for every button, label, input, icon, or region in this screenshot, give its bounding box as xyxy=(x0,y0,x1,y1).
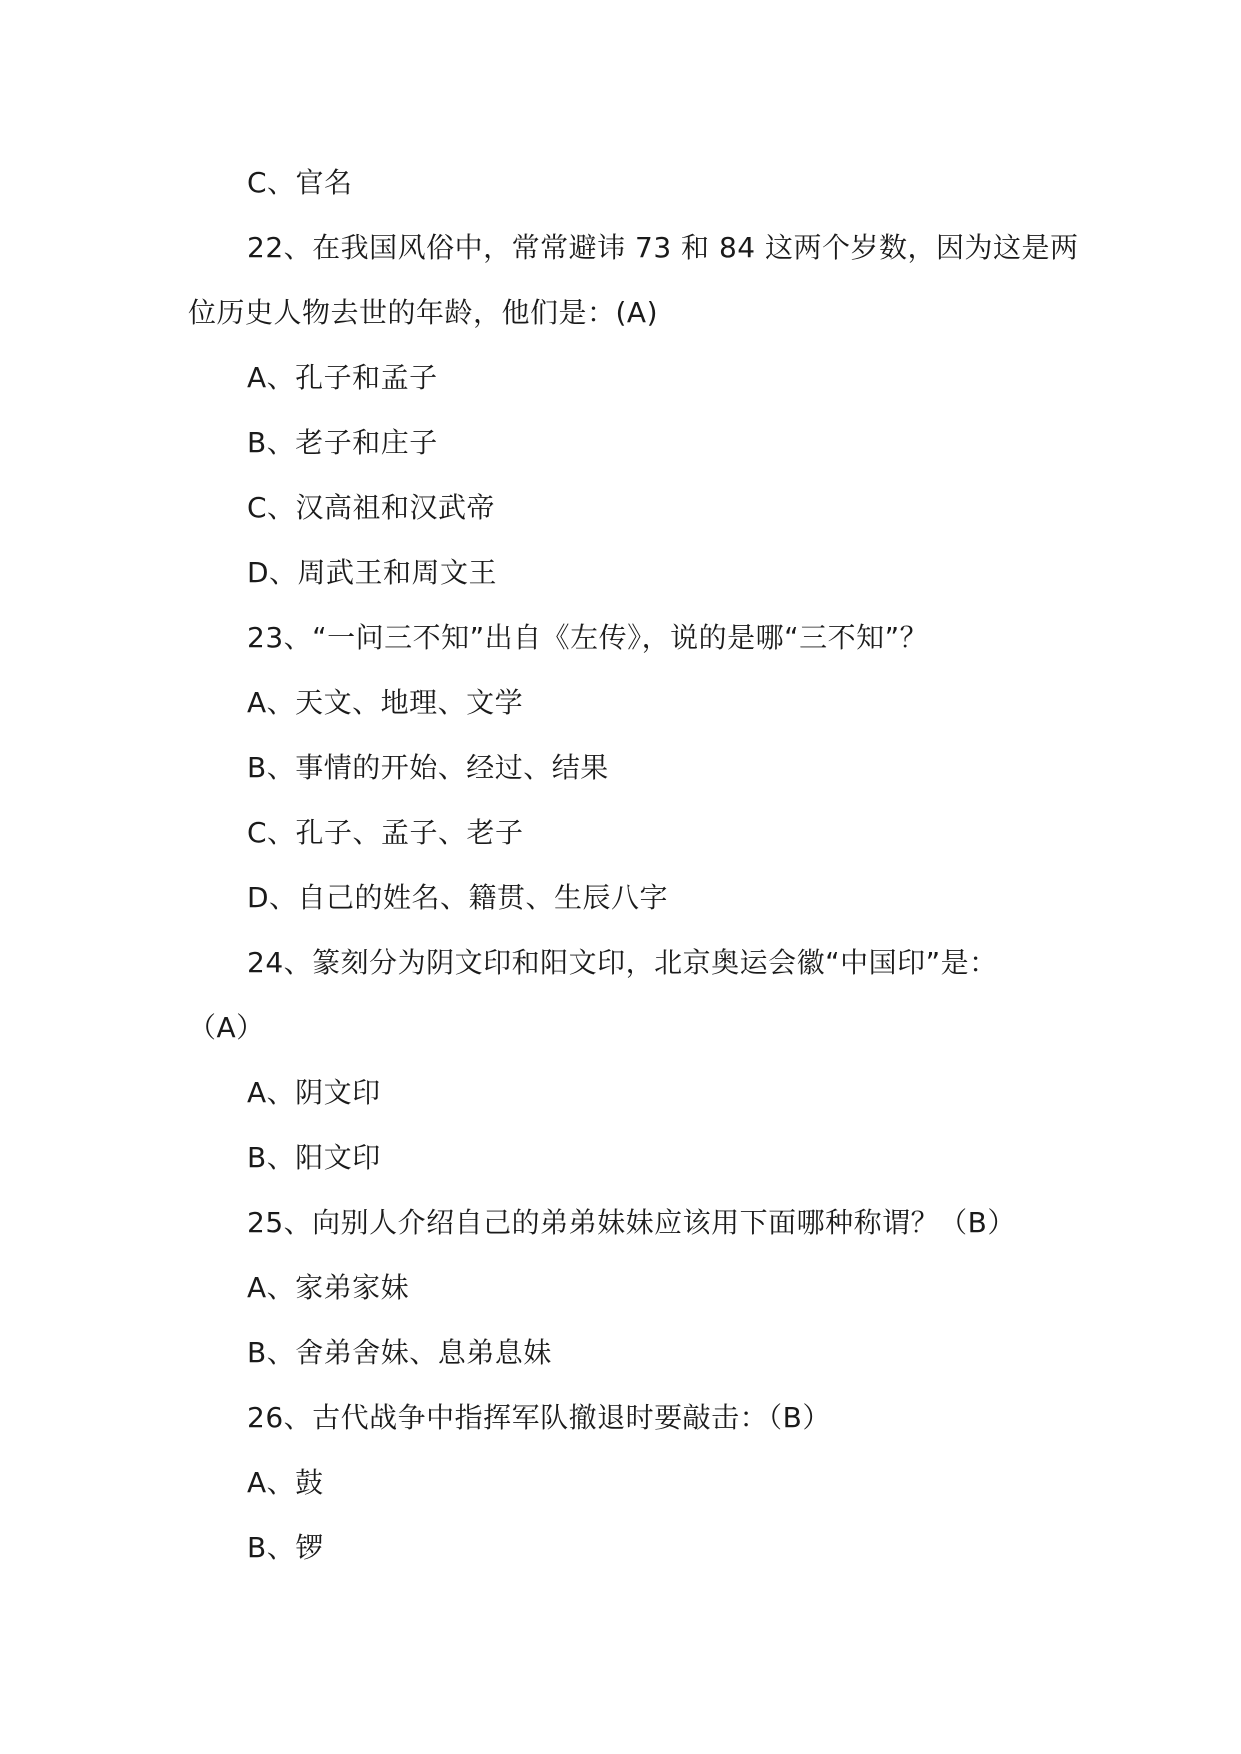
option-line: B、老子和庄子 xyxy=(247,426,438,459)
option-line: C、汉高祖和汉武帝 xyxy=(247,491,496,524)
option-line: A、家弟家妹 xyxy=(247,1271,410,1304)
question-line: 26、古代战争中指挥军队撤退时要敲击：（B） xyxy=(247,1401,831,1434)
question-line: 22、在我国风俗中，常常避讳 73 和 84 这两个岁数，因为这是两 xyxy=(247,231,1079,264)
question-line: 25、向别人介绍自己的弟弟妹妹应该用下面哪种称谓？（B） xyxy=(247,1206,1016,1239)
question-continuation: 位历史人物去世的年龄，他们是：(A) xyxy=(188,296,659,329)
option-line: C、孔子、孟子、老子 xyxy=(247,816,524,849)
option-line: B、舍弟舍妹、息弟息妹 xyxy=(247,1336,552,1369)
option-line: D、周武王和周文王 xyxy=(247,556,498,589)
question-line: 23、“一问三不知”出自《左传》，说的是哪“三不知”？ xyxy=(247,621,929,654)
option-line: A、鼓 xyxy=(247,1466,324,1499)
option-line: B、锣 xyxy=(247,1531,324,1564)
question-continuation: （A） xyxy=(188,1011,265,1044)
option-line: A、阴文印 xyxy=(247,1076,381,1109)
option-line: B、阳文印 xyxy=(247,1141,381,1174)
option-line: A、孔子和孟子 xyxy=(247,361,438,394)
option-line: A、天文、地理、文学 xyxy=(247,686,524,719)
option-line: B、事情的开始、经过、结果 xyxy=(247,751,609,784)
option-line: C、官名 xyxy=(247,166,353,199)
option-line: D、自己的姓名、籍贯、生辰八字 xyxy=(247,881,669,914)
question-line: 24、篆刻分为阴文印和阳文印，北京奥运会徽“中国印”是： xyxy=(247,946,998,979)
